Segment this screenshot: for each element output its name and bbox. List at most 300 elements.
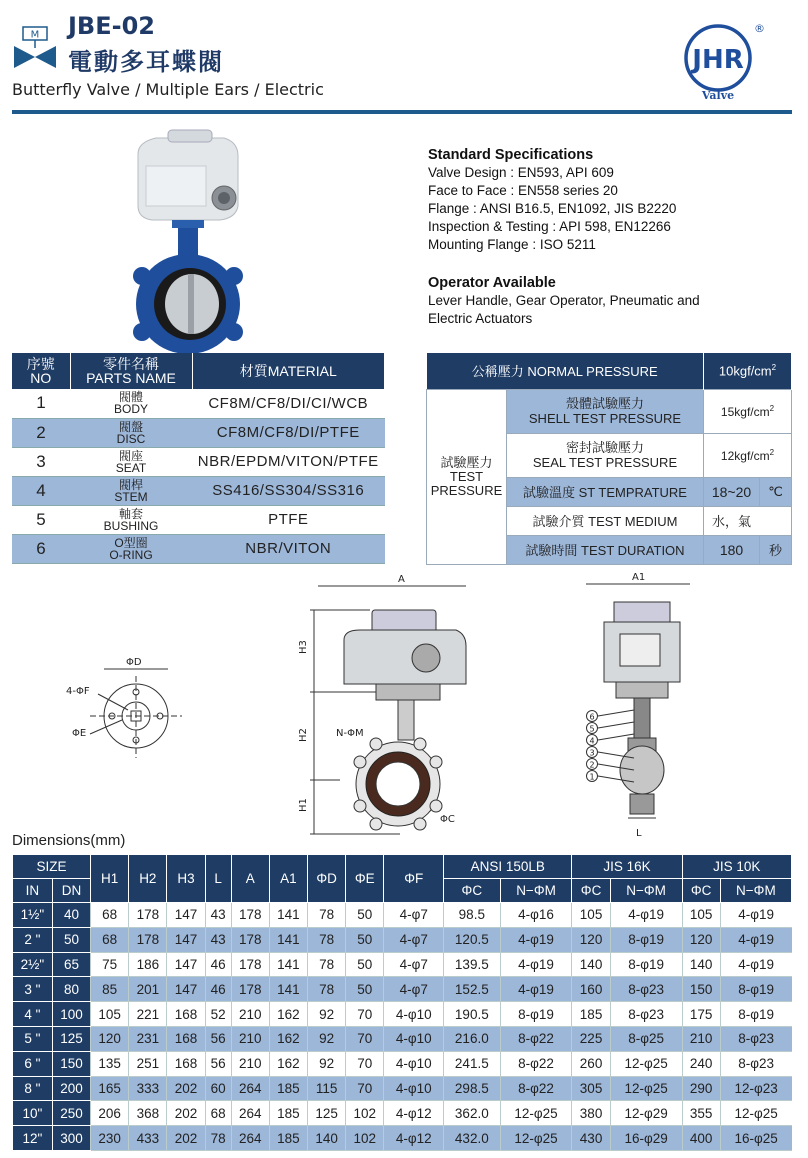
dim-cell: 78 (308, 927, 346, 952)
dim-cell: 12-φ25 (500, 1101, 572, 1126)
size-cell: 65 (52, 952, 90, 977)
dim-cell: 221 (129, 1002, 167, 1027)
part-name (70, 505, 192, 534)
part-no: 3 (12, 447, 70, 476)
dim-cell: 92 (308, 1051, 346, 1076)
col-header: A1 (269, 855, 307, 903)
size-cell: 50 (52, 927, 90, 952)
dims-row (13, 977, 792, 1002)
small-logo-letter: M (30, 29, 40, 41)
dim-cell: 147 (167, 927, 205, 952)
dim-cell: 50 (346, 977, 384, 1002)
product-name-cn: 電動多耳蝶閥 (68, 48, 224, 76)
dim-cell: 4-φ10 (384, 1076, 444, 1101)
dim-cell: 75 (91, 952, 129, 977)
dim-cell: 141 (269, 927, 307, 952)
callout-number: 5 (589, 724, 595, 734)
dim-cell: 251 (129, 1051, 167, 1076)
dim-cell: 368 (129, 1101, 167, 1126)
part-name-en: STEM (114, 489, 148, 504)
parts-row (12, 447, 385, 476)
dim-cell: 168 (167, 1051, 205, 1076)
dim-cell: 190.5 (444, 1002, 500, 1027)
dimensions-title: Dimensions(mm) (12, 832, 126, 849)
dim-cell: 380 (572, 1101, 610, 1126)
dim-cell: 92 (308, 1026, 346, 1051)
label-4phiF: 4-ΦF (66, 686, 90, 697)
side-view (586, 584, 690, 818)
dim-cell: 4-φ19 (500, 952, 572, 977)
part-no: 5 (12, 505, 70, 534)
dim-cell: 12-φ25 (720, 1101, 791, 1126)
dim-cell: 16-φ25 (720, 1126, 791, 1151)
dim-cell: 210 (682, 1026, 720, 1051)
part-no: 4 (12, 476, 70, 505)
dim-cell: 115 (308, 1076, 346, 1101)
part-no: 6 (12, 534, 70, 563)
dim-cell: 50 (346, 927, 384, 952)
size-cell: 2 " (13, 927, 53, 952)
dim-cell: 105 (91, 1002, 129, 1027)
part-material: CF8M/CF8/DI/PTFE (192, 418, 385, 447)
label-A: A (398, 574, 405, 585)
spec-line: Valve Design : EN593, API 609 (428, 165, 614, 180)
dim-cell: 4-φ7 (384, 952, 444, 977)
dim-cell: 135 (91, 1051, 129, 1076)
sub-header: N−ΦM (720, 879, 791, 903)
header-rule (12, 110, 792, 114)
dim-cell: 68 (205, 1101, 231, 1126)
size-cell: 1½" (13, 903, 53, 928)
product-illustration (128, 126, 248, 358)
part-name-en: BODY (113, 402, 148, 417)
dim-cell: 12-φ25 (500, 1126, 572, 1151)
dim-cell: 202 (167, 1101, 205, 1126)
dim-cell: 162 (269, 1026, 307, 1051)
dim-cell: 4-φ10 (384, 1002, 444, 1027)
brand-text: JHR (692, 45, 744, 75)
dim-cell: 264 (231, 1076, 269, 1101)
label-H1: H1 (298, 798, 309, 812)
size-cell: 200 (52, 1076, 90, 1101)
part-name-cn: 閥體 (118, 390, 143, 405)
dim-cell: 162 (269, 1002, 307, 1027)
label-NphiM: N-ΦM (336, 728, 364, 739)
dim-cell: 46 (205, 977, 231, 1002)
dim-cell: 140 (572, 952, 610, 977)
dim-cell: 175 (682, 1002, 720, 1027)
size-cell: 5 " (13, 1026, 53, 1051)
product-subtitle: Butterfly Valve / Multiple Ears / Electric (12, 80, 324, 99)
dim-cell: 141 (269, 903, 307, 928)
dim-cell: 56 (205, 1051, 231, 1076)
dim-cell: 150 (682, 977, 720, 1002)
dim-cell: 201 (129, 977, 167, 1002)
dim-cell: 50 (346, 903, 384, 928)
dim-cell: 231 (129, 1026, 167, 1051)
group-header: ANSI 150LB (444, 855, 572, 879)
dim-cell: 185 (572, 1002, 610, 1027)
brand-registered: ® (754, 22, 765, 35)
technical-drawings (0, 572, 808, 842)
dim-cell: 105 (682, 903, 720, 928)
group-header: JIS 16K (572, 855, 682, 879)
dim-cell: 152.5 (444, 977, 500, 1002)
test-temp-label: 試驗溫度 ST TEMPRATURE (507, 477, 704, 506)
dim-cell: 230 (91, 1126, 129, 1151)
standard-specifications (428, 146, 798, 328)
dim-cell: 178 (231, 903, 269, 928)
dim-cell: 140 (308, 1126, 346, 1151)
col-header: ΦF (384, 855, 444, 903)
dim-cell: 4-φ10 (384, 1026, 444, 1051)
parts-row (12, 476, 385, 505)
dim-cell: 70 (346, 1026, 384, 1051)
dim-cell: 4-φ7 (384, 903, 444, 928)
dim-cell: 4-φ19 (720, 927, 791, 952)
normal-pressure-value: $10kgf/cm^2$ (704, 353, 792, 389)
dims-header-row (13, 855, 792, 879)
model-number: JBE-02 (68, 12, 155, 40)
dim-cell: 147 (167, 903, 205, 928)
dim-cell: 8-φ23 (720, 1051, 791, 1076)
callout-number: 1 (589, 772, 595, 782)
label-A1: A1 (632, 572, 646, 583)
size-header: SIZE (13, 855, 91, 879)
dim-cell: 102 (346, 1126, 384, 1151)
size-cell: 40 (52, 903, 90, 928)
dim-cell: 140 (682, 952, 720, 977)
dim-cell: 178 (231, 952, 269, 977)
dim-cell: 210 (231, 1002, 269, 1027)
dim-cell: 168 (167, 1026, 205, 1051)
dim-cell: 8-φ22 (500, 1051, 572, 1076)
front-view (310, 586, 466, 834)
spec-line: Inspection & Testing : API 598, EN12266 (428, 219, 671, 234)
part-name-cn: 閥座 (118, 448, 143, 463)
col-header: H2 (129, 855, 167, 903)
dim-cell: 8-φ23 (610, 1002, 682, 1027)
part-name-cn: O型圈 (114, 535, 148, 550)
dim-cell: 8-φ19 (610, 952, 682, 977)
col-header: ΦE (346, 855, 384, 903)
dim-cell: 4-φ12 (384, 1126, 444, 1151)
part-material: NBR/EPDM/VITON/PTFE (192, 447, 385, 476)
col-header: H1 (91, 855, 129, 903)
spec-line: Face to Face : EN558 series 20 (428, 183, 618, 198)
label-H3: H3 (298, 640, 309, 654)
dim-cell: 400 (682, 1126, 720, 1151)
test-duration-value: 180 (704, 535, 760, 564)
dim-cell: 8-φ25 (610, 1026, 682, 1051)
dim-cell: 139.5 (444, 952, 500, 977)
part-name-cn: 閥桿 (118, 477, 143, 492)
operator-line: Lever Handle, Gear Operator, Pneumatic and (428, 293, 700, 308)
dim-cell: 68 (91, 927, 129, 952)
dim-cell: 4-φ10 (384, 1051, 444, 1076)
size-cell: 300 (52, 1126, 90, 1151)
dim-cell: 4-φ7 (384, 977, 444, 1002)
dim-cell: 185 (269, 1076, 307, 1101)
dim-cell: 264 (231, 1126, 269, 1151)
size-cell: 12" (13, 1126, 53, 1151)
test-duration-unit: 秒 (760, 535, 792, 564)
dim-cell: 260 (572, 1051, 610, 1076)
test-pressure-label: 試驗壓力 TEST PRESSURE (427, 389, 507, 564)
part-name-cn: 閥盤 (118, 419, 143, 434)
dim-cell: 4-φ12 (384, 1101, 444, 1126)
part-material: NBR/VITON (192, 534, 385, 563)
dim-cell: 165 (91, 1076, 129, 1101)
dim-cell: 70 (346, 1076, 384, 1101)
dim-cell: 432.0 (444, 1126, 500, 1151)
callout-leader (598, 722, 634, 728)
dims-row (13, 927, 792, 952)
part-no: 1 (12, 389, 70, 418)
dim-cell: 8-φ19 (720, 977, 791, 1002)
dim-cell: 147 (167, 952, 205, 977)
callout-number: 2 (589, 760, 595, 770)
part-name (70, 447, 192, 476)
callout-leader (598, 710, 634, 716)
dim-cell: 85 (91, 977, 129, 1002)
dim-cell: 4-φ19 (610, 903, 682, 928)
normal-pressure-label: 公稱壓力 NORMAL PRESSURE (427, 353, 704, 389)
dims-row (13, 1051, 792, 1076)
dim-cell: 56 (205, 1026, 231, 1051)
size-cell: 80 (52, 977, 90, 1002)
label-phiC: ΦC (440, 814, 455, 825)
dim-cell: 50 (346, 952, 384, 977)
dim-cell: 78 (308, 977, 346, 1002)
dim-cell: 141 (269, 977, 307, 1002)
dim-cell: 105 (572, 903, 610, 928)
size-cell: 8 " (13, 1076, 53, 1101)
dim-cell: 178 (231, 927, 269, 952)
dim-cell: 210 (231, 1026, 269, 1051)
parts-row (12, 534, 385, 563)
part-name-en: DISC (116, 431, 146, 446)
dims-row (13, 1076, 792, 1101)
dim-cell: 298.5 (444, 1076, 500, 1101)
dim-cell: 78 (308, 903, 346, 928)
col-header: ΦD (308, 855, 346, 903)
dim-cell: 241.5 (444, 1051, 500, 1076)
size-cell: 10" (13, 1101, 53, 1126)
dim-cell: 4-φ16 (500, 903, 572, 928)
dim-cell: 125 (308, 1101, 346, 1126)
dim-cell: 12-φ29 (610, 1101, 682, 1126)
dim-cell: 433 (129, 1126, 167, 1151)
size-cell: 3 " (13, 977, 53, 1002)
dim-cell: 290 (682, 1076, 720, 1101)
part-material: PTFE (192, 505, 385, 534)
spec-line: Flange : ANSI B16.5, EN1092, JIS B2220 (428, 201, 677, 216)
dim-cell: 43 (205, 927, 231, 952)
col-header: H3 (167, 855, 205, 903)
dim-cell: 16-φ29 (610, 1126, 682, 1151)
dim-cell: 8-φ19 (500, 1002, 572, 1027)
part-name-cn: 軸套 (118, 506, 143, 521)
dim-cell: 52 (205, 1002, 231, 1027)
dim-cell: 202 (167, 1076, 205, 1101)
shell-test-label: 殼體試驗壓力 SHELL TEST PRESSURE (507, 389, 704, 433)
operator-line: Electric Actuators (428, 311, 533, 326)
dim-cell: 78 (205, 1126, 231, 1151)
dim-cell: 305 (572, 1076, 610, 1101)
col-header: L (205, 855, 231, 903)
dims-row (13, 1002, 792, 1027)
dim-cell: 147 (167, 977, 205, 1002)
dims-row (13, 952, 792, 977)
dim-cell: 186 (129, 952, 167, 977)
dim-cell: 70 (346, 1002, 384, 1027)
dims-row (13, 1026, 792, 1051)
test-temp-unit: ℃ (760, 477, 792, 506)
size-cell: 6 " (13, 1051, 53, 1076)
dim-cell: 168 (167, 1002, 205, 1027)
dim-cell: 178 (129, 903, 167, 928)
callout-number: 6 (589, 712, 595, 722)
part-name (70, 534, 192, 563)
spec-line: Mounting Flange : ISO 5211 (428, 237, 596, 252)
dim-cell: 92 (308, 1002, 346, 1027)
parts-table (12, 353, 385, 564)
dim-cell: 46 (205, 952, 231, 977)
dim-cell: 355 (682, 1101, 720, 1126)
dim-cell: 240 (682, 1051, 720, 1076)
parts-header-name: 零件名稱 PARTS NAME (70, 353, 192, 389)
dim-cell: 362.0 (444, 1101, 500, 1126)
part-name-en: SEAT (115, 460, 147, 475)
dim-cell: 178 (129, 927, 167, 952)
dim-cell: 12-φ25 (610, 1076, 682, 1101)
dim-cell: 202 (167, 1126, 205, 1151)
parts-header-no: 序號 NO (12, 353, 70, 389)
dim-cell: 162 (269, 1051, 307, 1076)
test-duration-label: 試驗時間 TEST DURATION (507, 535, 704, 564)
dim-cell: 210 (231, 1051, 269, 1076)
dim-cell: 430 (572, 1126, 610, 1151)
callout-number: 4 (589, 736, 595, 746)
label-phiE: ΦE (72, 728, 87, 739)
dim-cell: 102 (346, 1101, 384, 1126)
dim-cell: 78 (308, 952, 346, 977)
sub-header: ΦC (444, 879, 500, 903)
dim-cell: 4-φ19 (500, 977, 572, 1002)
seal-test-label: 密封試驗壓力 SEAL TEST PRESSURE (507, 433, 704, 477)
dim-cell: 4-φ7 (384, 927, 444, 952)
dim-cell: 178 (231, 977, 269, 1002)
dims-row (13, 1126, 792, 1151)
dim-cell: 8-φ22 (500, 1076, 572, 1101)
group-header: JIS 10K (682, 855, 791, 879)
label-L: L (636, 828, 642, 839)
dim-cell: 120 (682, 927, 720, 952)
part-name (70, 389, 192, 418)
dimensions-table (12, 854, 792, 1151)
dim-cell: 4-φ19 (720, 903, 791, 928)
parts-row (12, 389, 385, 418)
small-logo (12, 24, 58, 70)
size-cell: 250 (52, 1101, 90, 1126)
dim-cell: 4-φ19 (720, 952, 791, 977)
size-cell: 2½" (13, 952, 53, 977)
dims-row (13, 903, 792, 928)
dim-cell: 4-φ19 (500, 927, 572, 952)
dim-cell: 98.5 (444, 903, 500, 928)
part-name-en: O-RING (109, 547, 153, 562)
dim-cell: 12-φ23 (720, 1076, 791, 1101)
dim-cell: 120 (91, 1026, 129, 1051)
dim-cell: 120.5 (444, 927, 500, 952)
dim-cell: 43 (205, 903, 231, 928)
dim-cell: 70 (346, 1051, 384, 1076)
pressure-table (426, 353, 792, 565)
dim-cell: 8-φ23 (610, 977, 682, 1002)
sub-header: ΦC (682, 879, 720, 903)
dim-cell: 120 (572, 927, 610, 952)
size-cell: 100 (52, 1002, 90, 1027)
test-medium-value: 水，氣 (704, 506, 792, 535)
shell-test-value: $15kgf/cm^2$ (704, 389, 792, 433)
test-temp-value: 18~20 (704, 477, 760, 506)
sub-header: N−ΦM (500, 879, 572, 903)
dim-cell: 8-φ19 (720, 1002, 791, 1027)
dim-cell: 206 (91, 1101, 129, 1126)
dim-cell: 8-φ23 (720, 1026, 791, 1051)
specs-title: Standard Specifications (428, 147, 594, 163)
operator-title: Operator Available (428, 275, 556, 291)
dim-cell: 225 (572, 1026, 610, 1051)
dim-cell: 160 (572, 977, 610, 1002)
brand-logo (672, 16, 784, 104)
parts-row (12, 418, 385, 447)
dim-cell: 333 (129, 1076, 167, 1101)
flange-view (90, 669, 182, 758)
dim-cell: 68 (91, 903, 129, 928)
dim-cell: 12-φ25 (610, 1051, 682, 1076)
label-phiD: ΦD (126, 657, 142, 668)
sub-header: ΦC (572, 879, 610, 903)
part-material: CF8M/CF8/DI/CI/WCB (192, 389, 385, 418)
dim-cell: 185 (269, 1126, 307, 1151)
test-medium-label: 試驗介質 TEST MEDIUM (507, 506, 704, 535)
size-cell: 4 " (13, 1002, 53, 1027)
part-name-en: BUSHING (103, 518, 159, 533)
parts-row (12, 505, 385, 534)
size-cell: 125 (52, 1026, 90, 1051)
dim-cell: 8-φ19 (610, 927, 682, 952)
dim-cell: 216.0 (444, 1026, 500, 1051)
seal-test-value: $12kgf/cm^2$ (704, 433, 792, 477)
dim-cell: 60 (205, 1076, 231, 1101)
dn-header: DN (52, 879, 90, 903)
part-name (70, 476, 192, 505)
dim-cell: 8-φ22 (500, 1026, 572, 1051)
col-header: A (231, 855, 269, 903)
in-header: IN (13, 879, 53, 903)
parts-header-material: 材質MATERIAL (192, 353, 385, 389)
dim-cell: 141 (269, 952, 307, 977)
label-H2: H2 (298, 728, 309, 742)
sub-header: N−ΦM (610, 879, 682, 903)
dim-cell: 264 (231, 1101, 269, 1126)
part-material: SS416/SS304/SS316 (192, 476, 385, 505)
part-no: 2 (12, 418, 70, 447)
part-name (70, 418, 192, 447)
size-cell: 150 (52, 1051, 90, 1076)
